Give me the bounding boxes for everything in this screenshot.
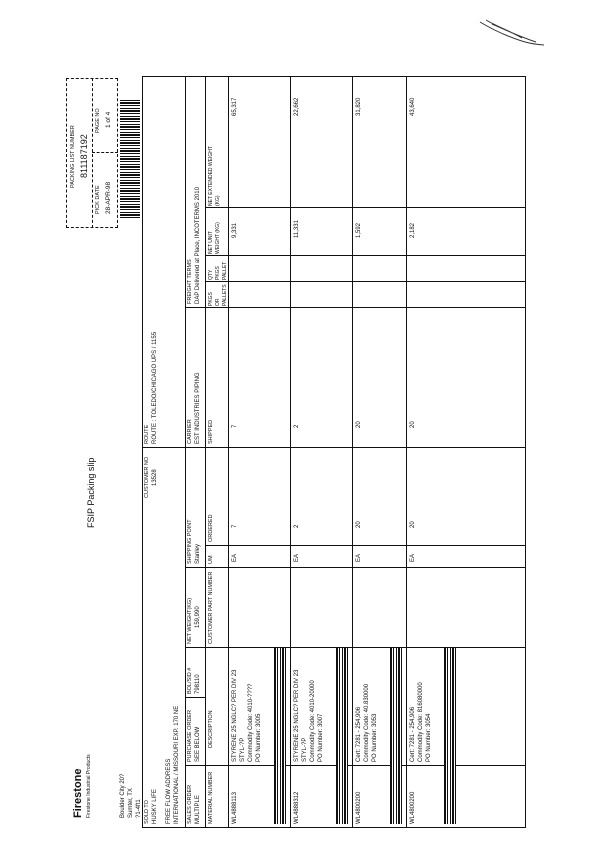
sales-order-value: MULTIPLE <box>195 795 201 824</box>
col-material: MATERIAL NUMBER <box>208 771 214 824</box>
row-shipped: 7 <box>232 424 238 428</box>
row-net-unit: 2,182 <box>410 222 416 238</box>
row-desc-3: PO Number: 3054 <box>426 713 432 762</box>
signature-mark <box>478 18 548 48</box>
brand-logo-text: Firestone <box>72 768 84 818</box>
row-desc-1: STYRENE 25 NGLC? PER DIV 23 <box>294 669 300 762</box>
row-barcode <box>444 648 456 824</box>
row-um: EA <box>356 553 362 562</box>
sold-to-line-2: FREE FLOW ADDRESS <box>166 758 172 824</box>
pick-date-label: PICK DATE <box>95 185 101 214</box>
col-qty: QTY PKGS PALLET <box>208 261 228 280</box>
col-shipped: SHIPPED <box>208 419 214 444</box>
row-material: WL4888312 <box>294 791 300 824</box>
row-shipped: 2 <box>294 424 300 428</box>
row-ordered: 20 <box>356 521 362 528</box>
row-um: EA <box>232 553 238 562</box>
carrier-label: CARRIER <box>187 419 193 444</box>
address-line-1: Boulder City 20? <box>120 773 126 818</box>
shipping-point-label: SHIPPING POINT <box>187 519 193 564</box>
row-material: WL4800200 <box>356 791 362 824</box>
row-barcode <box>390 648 402 824</box>
sold-to-label: SOLD TO <box>144 800 150 824</box>
row-desc-2: STYL-?P <box>240 737 246 762</box>
route-value: ROUTE : TOLEDO/CHICAGO UPS / 1155 <box>152 331 158 444</box>
row-desc-4: PO Number: 3007 <box>318 713 324 762</box>
row-net-extended: 31,820 <box>356 97 362 116</box>
freight-terms-value: DAP Delivered at Place, INCOTERMS 2010 <box>195 187 201 304</box>
packing-number: 811187192 <box>79 134 89 178</box>
row-net-extended: 65,317 <box>232 97 238 116</box>
rotated-document <box>62 68 532 828</box>
customer-no-label: CUSTOMER NO <box>144 456 150 498</box>
net-weight-label: NET WEIGHT(KG) <box>187 597 193 644</box>
shipping-point-value: Stanley <box>195 543 201 564</box>
route-label: ROUTE <box>144 424 150 444</box>
row-shipped: 20 <box>410 421 416 428</box>
row-desc-4: PO Number: 3005 <box>256 713 262 762</box>
row-desc-2: Commodity Code: 816080000 <box>418 682 424 762</box>
row-desc-1: Cert: 7281 - 254,906 <box>356 706 362 762</box>
row-ordered: 7 <box>232 524 238 528</box>
address-line-3: ?1-4ft1 <box>136 799 142 818</box>
purchase-order-label: PURCHASE ORDER <box>187 710 193 762</box>
sales-order-label: SALES ORDER <box>187 784 193 824</box>
carrier-value: EST INDUSTRIES PIPING <box>195 372 201 444</box>
page-no-label: PAGE NO <box>95 108 101 133</box>
row-material: WL4888113 <box>232 792 238 824</box>
row-desc-1: STYRENE 25 NGLC? PER DIV 23 <box>232 669 238 762</box>
freight-terms-label: FREIGHT TERMS <box>187 259 193 304</box>
row-desc-1: Cert: 7281 - 254,906 <box>410 706 416 762</box>
bol-sid-value: 798110 <box>195 674 201 694</box>
purchase-order-value: SEE BELOW <box>195 726 201 762</box>
packing-number-label: PACKING LIST NUMBER <box>70 125 76 188</box>
row-barcode <box>336 648 348 824</box>
row-material: WL4800200 <box>410 791 416 824</box>
row-net-extended: 43,640 <box>410 97 416 116</box>
sold-to-line-3: INTERNATIONAL / MISSOURI EXP. 170 NE <box>174 705 180 824</box>
customer-no: 13528 <box>152 469 158 486</box>
row-desc-3: PO Number: 3053 <box>372 713 378 762</box>
row-desc-3: Commodity Code: 4010-20000 <box>310 680 316 762</box>
row-desc-3: Commodity Code: 4010-???? <box>248 683 254 762</box>
row-net-extended: 22,662 <box>294 97 300 116</box>
address-line-2: Sumter, TX <box>128 788 134 818</box>
col-net-unit: NET UNIT WEIGHT (KG) <box>208 222 221 254</box>
col-pkgs: PKGS OR PALLETS <box>208 284 228 306</box>
page-no: 1 of 4 <box>105 111 112 128</box>
col-net-extended: NET EXTENDED WEIGHT (KG) <box>208 146 221 206</box>
col-ordered: ORDERED <box>208 514 214 542</box>
page-title: FSIP Packing slip <box>86 457 96 528</box>
row-shipped: 20 <box>356 421 362 428</box>
row-ordered: 20 <box>410 521 416 528</box>
col-customer-part: CUSTOMER PART NUMBER <box>208 571 214 644</box>
brand-subtitle: Firestone Industrial Products <box>86 754 92 818</box>
sold-to-line-1: HUSKY LIFE <box>152 789 158 824</box>
row-ordered: 2 <box>294 524 300 528</box>
col-um: UM <box>208 555 214 564</box>
col-description: DESCRIPTION <box>208 710 214 748</box>
row-net-unit: 1,592 <box>356 222 362 238</box>
net-weight-value: 159,990 <box>195 606 201 628</box>
row-um: EA <box>294 553 300 562</box>
packing-number-barcode <box>120 98 140 218</box>
row-net-unit: 11,331 <box>294 220 300 238</box>
row-desc-2: STYL-?P <box>302 737 308 762</box>
row-barcode <box>274 648 286 824</box>
pick-date: 28-APR-98 <box>105 181 112 214</box>
row-net-unit: 9,331 <box>232 222 238 238</box>
row-um: EA <box>410 553 416 562</box>
row-desc-2: Commodity Code: 40.830000 <box>364 683 370 762</box>
bol-sid-label: BOL/SID # <box>187 667 193 694</box>
